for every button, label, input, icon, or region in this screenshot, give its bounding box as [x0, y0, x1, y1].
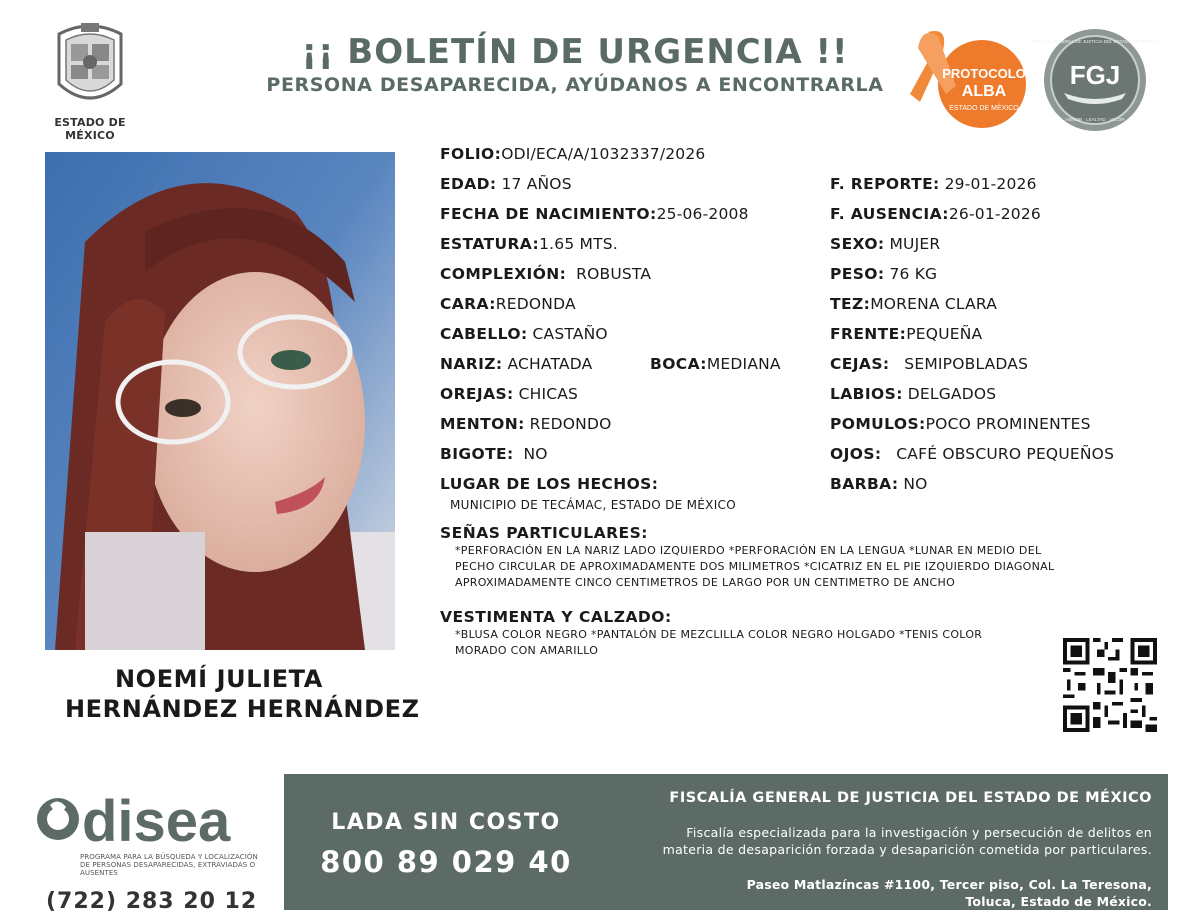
field-f-reporte	[830, 174, 1037, 194]
senas-title: SEÑAS PARTICULARES:	[440, 524, 649, 542]
fgj-motto: HONOR · LEALTAD · VALOR	[1065, 117, 1125, 122]
odisea-logo	[36, 785, 272, 854]
field-label: CEJAS:	[830, 355, 890, 373]
field-label: OREJAS:	[440, 385, 514, 403]
odisea-subtitle-line: DE PERSONAS DESAPARECIDAS, EXTRAVIADAS O	[80, 861, 256, 869]
bulletin-subtitle: PERSONA DESAPARECIDA, AYÚDANOS A ENCONTRARLA	[266, 74, 884, 96]
field-label: CARA:	[440, 295, 496, 313]
field-value: REDONDO	[529, 415, 612, 433]
fgj-ring-text: FISCALÍA GENERAL DE JUSTICIA DEL ESTADO DE MÉXICO	[1031, 39, 1159, 44]
field-value: NO	[523, 445, 548, 463]
field-label: NARIZ:	[440, 355, 503, 373]
state-label: ESTADO DE MÉXICO	[54, 116, 126, 142]
field-barba	[830, 474, 928, 494]
field-frente	[830, 324, 982, 344]
field-complexion	[440, 264, 651, 284]
odisea-phone[interactable]: (722) 283 20 12	[46, 889, 258, 914]
bulletin-title: ¡¡ BOLETÍN DE URGENCIA !!	[301, 32, 849, 72]
field-value: ODI/ECA/A/1032337/2026	[501, 145, 706, 163]
odisea-subtitle-line: AUSENTES	[80, 869, 118, 877]
alba-line2: ALBA	[961, 83, 1007, 100]
field-sexo	[830, 234, 940, 254]
person-name-line1: NOEMÍ JULIETA	[115, 665, 323, 693]
fiscalia-address	[614, 876, 1152, 910]
field-value: PEQUEÑA	[906, 325, 983, 343]
field-label: BOCA:	[650, 355, 707, 373]
field-label: OJOS:	[830, 445, 882, 463]
field-lugar	[440, 474, 658, 494]
bulletin-title-block	[240, 32, 910, 96]
field-value: NO	[903, 475, 928, 493]
field-value: SEMIPOBLADAS	[904, 355, 1029, 373]
field-estatura	[440, 234, 618, 254]
field-label: FOLIO:	[440, 145, 502, 163]
field-value: CAFÉ OBSCURO PEQUEÑOS	[896, 445, 1115, 463]
field-label: CABELLO:	[440, 325, 528, 343]
field-value: DELGADOS	[907, 385, 997, 403]
fgj-text: FGJ	[1069, 60, 1121, 90]
field-fecha-nacimiento	[440, 204, 749, 224]
field-tez	[830, 294, 997, 314]
field-value: POCO PROMINENTES	[925, 415, 1091, 433]
field-label: MENTON:	[440, 415, 525, 433]
field-bigote	[440, 444, 548, 464]
field-menton	[440, 414, 612, 434]
fiscalia-block	[614, 774, 1152, 910]
field-label: BIGOTE:	[440, 445, 514, 463]
vestimenta-line: MORADO CON AMARILLO	[455, 644, 599, 657]
field-value: MEDIANA	[706, 355, 781, 373]
senas-line: PECHO CIRCULAR DE APROXIMADAMENTE DOS MILIMETROS *CICATRIZ EN EL PIE IZQUIERDO DIAGONAL	[455, 560, 1055, 573]
address-line: Toluca, Estado de México.	[965, 894, 1152, 909]
field-orejas	[440, 384, 578, 404]
fiscalia-title: FISCALÍA GENERAL DE JUSTICIA DEL ESTADO DE MÉXICO	[669, 790, 1152, 806]
protocolo-alba-logo	[898, 24, 1028, 134]
field-peso	[830, 264, 937, 284]
field-value: 1.65 MTS.	[539, 235, 618, 253]
field-f-ausencia	[830, 204, 1041, 224]
alba-line1: PROTOCOLO	[942, 66, 1026, 81]
field-label: BARBA:	[830, 475, 899, 493]
senas-line: APROXIMADAMENTE CINCO CENTIMETROS DE LARGO POR UN CENTIMETRO DE ANCHO	[455, 576, 956, 589]
fiscalia-description-line: Fiscalía especializada para la investigación y persecución de delitos en	[686, 825, 1152, 840]
field-cara	[440, 294, 576, 314]
field-pomulos	[830, 414, 1091, 434]
field-label: FECHA DE NACIMIENTO:	[440, 205, 657, 223]
field-value: MUJER	[889, 235, 941, 253]
field-label: LABIOS:	[830, 385, 903, 403]
vestimenta-text	[455, 627, 982, 659]
address-line: Paseo Matlazíncas #1100, Tercer piso, Col. La Teresona,	[746, 877, 1152, 892]
fgj-logo	[1031, 27, 1159, 133]
field-value: REDONDA	[495, 295, 576, 313]
odisea-subtitle	[80, 853, 272, 877]
odisea-logo-block	[36, 785, 272, 914]
field-value: 17 AÑOS	[501, 175, 572, 193]
field-cabello	[440, 324, 608, 344]
vestimenta-line: *BLUSA COLOR NEGRO *PANTALÓN DE MEZCLILLA COLOR NEGRO HOLGADO *TENIS COLOR	[455, 628, 983, 641]
lada-block	[284, 774, 608, 910]
lada-number[interactable]: 800 89 029 40	[320, 845, 572, 879]
field-boca	[650, 354, 781, 374]
qr-code[interactable]	[1063, 638, 1157, 732]
field-value: 76 KG	[889, 265, 938, 283]
field-value: ROBUSTA	[576, 265, 652, 283]
coat-of-arms-icon	[51, 20, 129, 108]
field-folio	[440, 144, 705, 164]
field-lugar-value: MUNICIPIO DE TECÁMAC, ESTADO DE MÉXICO	[450, 498, 736, 512]
field-edad	[440, 174, 572, 194]
field-ojos	[830, 444, 1114, 464]
odisea-wordmark: disea	[82, 789, 231, 854]
field-nariz	[440, 354, 592, 374]
field-label: COMPLEXIÓN:	[440, 265, 567, 283]
field-label: TEZ:	[830, 295, 871, 313]
fiscalia-description-line: materia de desaparición forzada y desaparición cometida por particulares.	[662, 842, 1152, 857]
field-label: PESO:	[830, 265, 885, 283]
senas-text	[455, 543, 1054, 591]
field-label: ESTATURA:	[440, 235, 540, 253]
odisea-subtitle-line: PROGRAMA PARA LA BÚSQUEDA Y LOCALIZACIÓN	[80, 853, 258, 861]
fiscalia-description	[614, 824, 1152, 858]
field-label: FRENTE:	[830, 325, 907, 343]
field-value: 25-06-2008	[656, 205, 749, 223]
field-label: EDAD:	[440, 175, 497, 193]
field-label: LUGAR DE LOS HECHOS:	[440, 475, 659, 493]
senas-line: *PERFORACIÓN EN LA NARIZ LADO IZQUIERDO *PERFORACIÓN EN LA LENGUA *LUNAR EN MEDIO DEL	[455, 544, 1042, 557]
field-value: 26-01-2026	[948, 205, 1041, 223]
field-label: SEXO:	[830, 235, 885, 253]
field-labios	[830, 384, 996, 404]
field-value: 29-01-2026	[944, 175, 1037, 193]
field-value: CHICAS	[518, 385, 579, 403]
field-value: MORENA CLARA	[870, 295, 998, 313]
field-label: F. REPORTE:	[830, 175, 940, 193]
lada-label: LADA SIN COSTO	[331, 810, 561, 835]
field-label: POMULOS:	[830, 415, 926, 433]
field-value: CASTAÑO	[532, 325, 608, 343]
missing-person-photo	[45, 152, 395, 650]
field-label: F. AUSENCIA:	[830, 205, 949, 223]
field-value: ACHATADA	[507, 355, 593, 373]
vestimenta-title: VESTIMENTA Y CALZADO:	[440, 608, 672, 626]
footer-band	[284, 774, 1168, 910]
person-name	[45, 664, 475, 724]
alba-line3: ESTADO DE MÉXICO	[949, 105, 1019, 112]
person-name-line2: HERNÁNDEZ HERNÁNDEZ	[65, 695, 420, 723]
field-cejas	[830, 354, 1028, 374]
edomex-logo	[28, 20, 152, 142]
